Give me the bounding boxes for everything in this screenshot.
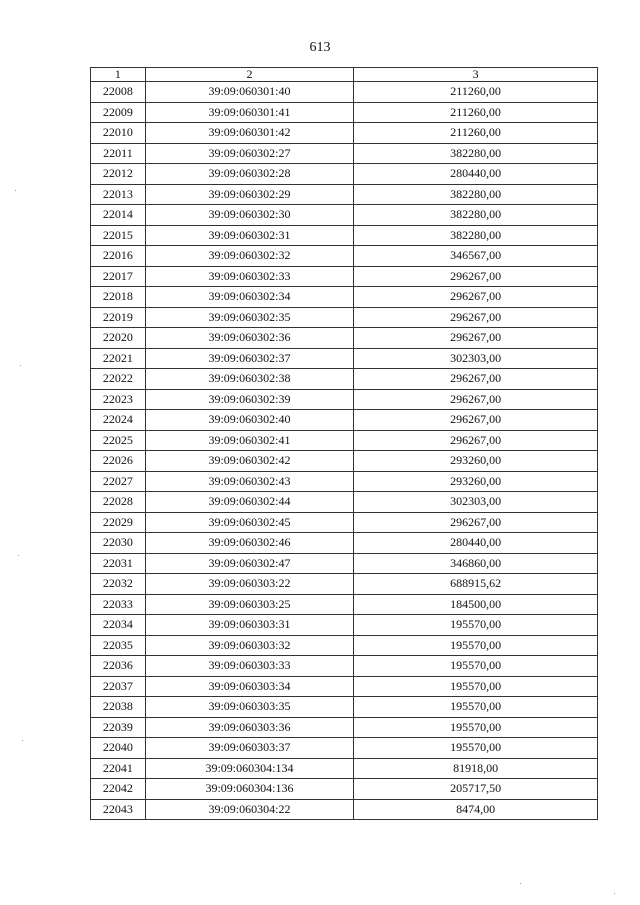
row-number-cell: 22025 — [91, 430, 146, 451]
column-header-1: 1 — [91, 68, 146, 82]
row-number-cell: 22017 — [91, 266, 146, 287]
table-row — [91, 574, 598, 595]
value-cell: 195570,00 — [354, 676, 598, 697]
scan-speck — [520, 883, 521, 884]
value-cell: 302303,00 — [354, 492, 598, 513]
table-row — [91, 225, 598, 246]
value-cell: 382280,00 — [354, 184, 598, 205]
table-row — [91, 328, 598, 349]
table-row — [91, 102, 598, 123]
table-row — [91, 184, 598, 205]
cadastral-number-cell: 39:09:060303:25 — [145, 594, 353, 615]
table-row — [91, 697, 598, 718]
cadastral-number-cell: 39:09:060302:30 — [145, 205, 353, 226]
value-cell: 296267,00 — [354, 369, 598, 390]
table-row — [91, 717, 598, 738]
cadastral-number-cell: 39:09:060304:134 — [145, 758, 353, 779]
row-number-cell: 22010 — [91, 123, 146, 144]
row-number-cell: 22041 — [91, 758, 146, 779]
value-cell: 184500,00 — [354, 594, 598, 615]
page-number: 613 — [309, 40, 331, 55]
value-cell: 205717,50 — [354, 779, 598, 800]
row-number-cell: 22030 — [91, 533, 146, 554]
table-row — [91, 123, 598, 144]
table-row — [91, 512, 598, 533]
table-row — [91, 594, 598, 615]
scan-speck — [15, 190, 16, 191]
row-number-cell: 22024 — [91, 410, 146, 431]
row-number-cell: 22035 — [91, 635, 146, 656]
cadastral-number-cell: 39:09:060302:37 — [145, 348, 353, 369]
row-number-cell: 22028 — [91, 492, 146, 513]
row-number-cell: 22020 — [91, 328, 146, 349]
value-cell: 81918,00 — [354, 758, 598, 779]
row-number-cell: 22042 — [91, 779, 146, 800]
value-cell: 296267,00 — [354, 389, 598, 410]
value-cell: 293260,00 — [354, 471, 598, 492]
cadastral-number-cell: 39:09:060304:22 — [145, 799, 353, 820]
cadastral-number-cell: 39:09:060303:32 — [145, 635, 353, 656]
value-cell: 296267,00 — [354, 430, 598, 451]
row-number-cell: 22039 — [91, 717, 146, 738]
row-number-cell: 22013 — [91, 184, 146, 205]
cadastral-number-cell: 39:09:060303:35 — [145, 697, 353, 718]
row-number-cell: 22036 — [91, 656, 146, 677]
table-row — [91, 143, 598, 164]
table-row — [91, 164, 598, 185]
cadastral-number-cell: 39:09:060302:39 — [145, 389, 353, 410]
row-number-cell: 22014 — [91, 205, 146, 226]
value-cell: 296267,00 — [354, 307, 598, 328]
value-cell: 211260,00 — [354, 82, 598, 103]
value-cell: 688915,62 — [354, 574, 598, 595]
cadastral-number-cell: 39:09:060302:33 — [145, 266, 353, 287]
row-number-cell: 22027 — [91, 471, 146, 492]
row-number-cell: 22019 — [91, 307, 146, 328]
value-cell: 195570,00 — [354, 717, 598, 738]
table-row — [91, 82, 598, 103]
row-number-cell: 22011 — [91, 143, 146, 164]
row-number-cell: 22015 — [91, 225, 146, 246]
row-number-cell: 22038 — [91, 697, 146, 718]
row-number-cell: 22043 — [91, 799, 146, 820]
scan-speck — [20, 365, 21, 366]
value-cell: 195570,00 — [354, 635, 598, 656]
cadastral-number-cell: 39:09:060302:41 — [145, 430, 353, 451]
cadastral-number-cell: 39:09:060303:31 — [145, 615, 353, 636]
table-row — [91, 738, 598, 759]
row-number-cell: 22026 — [91, 451, 146, 472]
row-number-cell: 22029 — [91, 512, 146, 533]
row-number-cell: 22023 — [91, 389, 146, 410]
value-cell: 382280,00 — [354, 225, 598, 246]
cadastral-number-cell: 39:09:060302:44 — [145, 492, 353, 513]
row-number-cell: 22034 — [91, 615, 146, 636]
scan-speck — [22, 740, 23, 741]
row-number-cell: 22040 — [91, 738, 146, 759]
row-number-cell: 22021 — [91, 348, 146, 369]
row-number-cell: 22031 — [91, 553, 146, 574]
value-cell: 302303,00 — [354, 348, 598, 369]
value-cell: 296267,00 — [354, 287, 598, 308]
cadastral-number-cell: 39:09:060303:33 — [145, 656, 353, 677]
table-row — [91, 348, 598, 369]
value-cell: 195570,00 — [354, 738, 598, 759]
table-row — [91, 369, 598, 390]
cadastral-number-cell: 39:09:060302:36 — [145, 328, 353, 349]
value-cell: 8474,00 — [354, 799, 598, 820]
value-cell: 296267,00 — [354, 410, 598, 431]
table-row — [91, 779, 598, 800]
table-row — [91, 492, 598, 513]
table-row — [91, 430, 598, 451]
cadastral-number-cell: 39:09:060302:47 — [145, 553, 353, 574]
value-cell: 195570,00 — [354, 656, 598, 677]
row-number-cell: 22012 — [91, 164, 146, 185]
row-number-cell: 22032 — [91, 574, 146, 595]
cadastral-number-cell: 39:09:060302:29 — [145, 184, 353, 205]
table-row — [91, 287, 598, 308]
table-row — [91, 553, 598, 574]
row-number-cell: 22022 — [91, 369, 146, 390]
cadastral-number-cell: 39:09:060302:31 — [145, 225, 353, 246]
data-table — [90, 67, 598, 820]
cadastral-number-cell: 39:09:060302:46 — [145, 533, 353, 554]
cadastral-number-cell: 39:09:060301:42 — [145, 123, 353, 144]
row-number-cell: 22016 — [91, 246, 146, 267]
cadastral-number-cell: 39:09:060303:37 — [145, 738, 353, 759]
cadastral-number-cell: 39:09:060302:40 — [145, 410, 353, 431]
value-cell: 211260,00 — [354, 123, 598, 144]
value-cell: 296267,00 — [354, 512, 598, 533]
table-row — [91, 246, 598, 267]
table-row — [91, 205, 598, 226]
value-cell: 296267,00 — [354, 328, 598, 349]
table-row — [91, 266, 598, 287]
scan-speck — [614, 893, 615, 894]
table-row — [91, 389, 598, 410]
column-header-3: 3 — [354, 68, 598, 82]
cadastral-number-cell: 39:09:060301:40 — [145, 82, 353, 103]
table-row — [91, 451, 598, 472]
column-header-2: 2 — [145, 68, 353, 82]
table-row — [91, 799, 598, 820]
cadastral-number-cell: 39:09:060301:41 — [145, 102, 353, 123]
cadastral-number-cell: 39:09:060302:32 — [145, 246, 353, 267]
row-number-cell: 22037 — [91, 676, 146, 697]
cadastral-number-cell: 39:09:060302:38 — [145, 369, 353, 390]
value-cell: 296267,00 — [354, 266, 598, 287]
cadastral-number-cell: 39:09:060303:36 — [145, 717, 353, 738]
table-row — [91, 656, 598, 677]
cadastral-number-cell: 39:09:060302:27 — [145, 143, 353, 164]
value-cell: 280440,00 — [354, 533, 598, 554]
table-row — [91, 307, 598, 328]
cadastral-number-cell: 39:09:060302:45 — [145, 512, 353, 533]
row-number-cell: 22033 — [91, 594, 146, 615]
value-cell: 346567,00 — [354, 246, 598, 267]
table-row — [91, 533, 598, 554]
value-cell: 382280,00 — [354, 143, 598, 164]
row-number-cell: 22008 — [91, 82, 146, 103]
cadastral-number-cell: 39:09:060303:22 — [145, 574, 353, 595]
value-cell: 293260,00 — [354, 451, 598, 472]
table-header-row — [91, 68, 598, 82]
value-cell: 280440,00 — [354, 164, 598, 185]
table-row — [91, 676, 598, 697]
cadastral-number-cell: 39:09:060302:28 — [145, 164, 353, 185]
table-row — [91, 635, 598, 656]
cadastral-number-cell: 39:09:060302:42 — [145, 451, 353, 472]
row-number-cell: 22009 — [91, 102, 146, 123]
row-number-cell: 22018 — [91, 287, 146, 308]
table-row — [91, 758, 598, 779]
table-row — [91, 471, 598, 492]
table-row — [91, 615, 598, 636]
value-cell: 211260,00 — [354, 102, 598, 123]
value-cell: 382280,00 — [354, 205, 598, 226]
scan-speck — [18, 555, 19, 556]
value-cell: 195570,00 — [354, 697, 598, 718]
value-cell: 195570,00 — [354, 615, 598, 636]
cadastral-number-cell: 39:09:060302:34 — [145, 287, 353, 308]
value-cell: 346860,00 — [354, 553, 598, 574]
cadastral-number-cell: 39:09:060302:43 — [145, 471, 353, 492]
cadastral-number-cell: 39:09:060302:35 — [145, 307, 353, 328]
table-row — [91, 410, 598, 431]
cadastral-number-cell: 39:09:060304:136 — [145, 779, 353, 800]
cadastral-number-cell: 39:09:060303:34 — [145, 676, 353, 697]
